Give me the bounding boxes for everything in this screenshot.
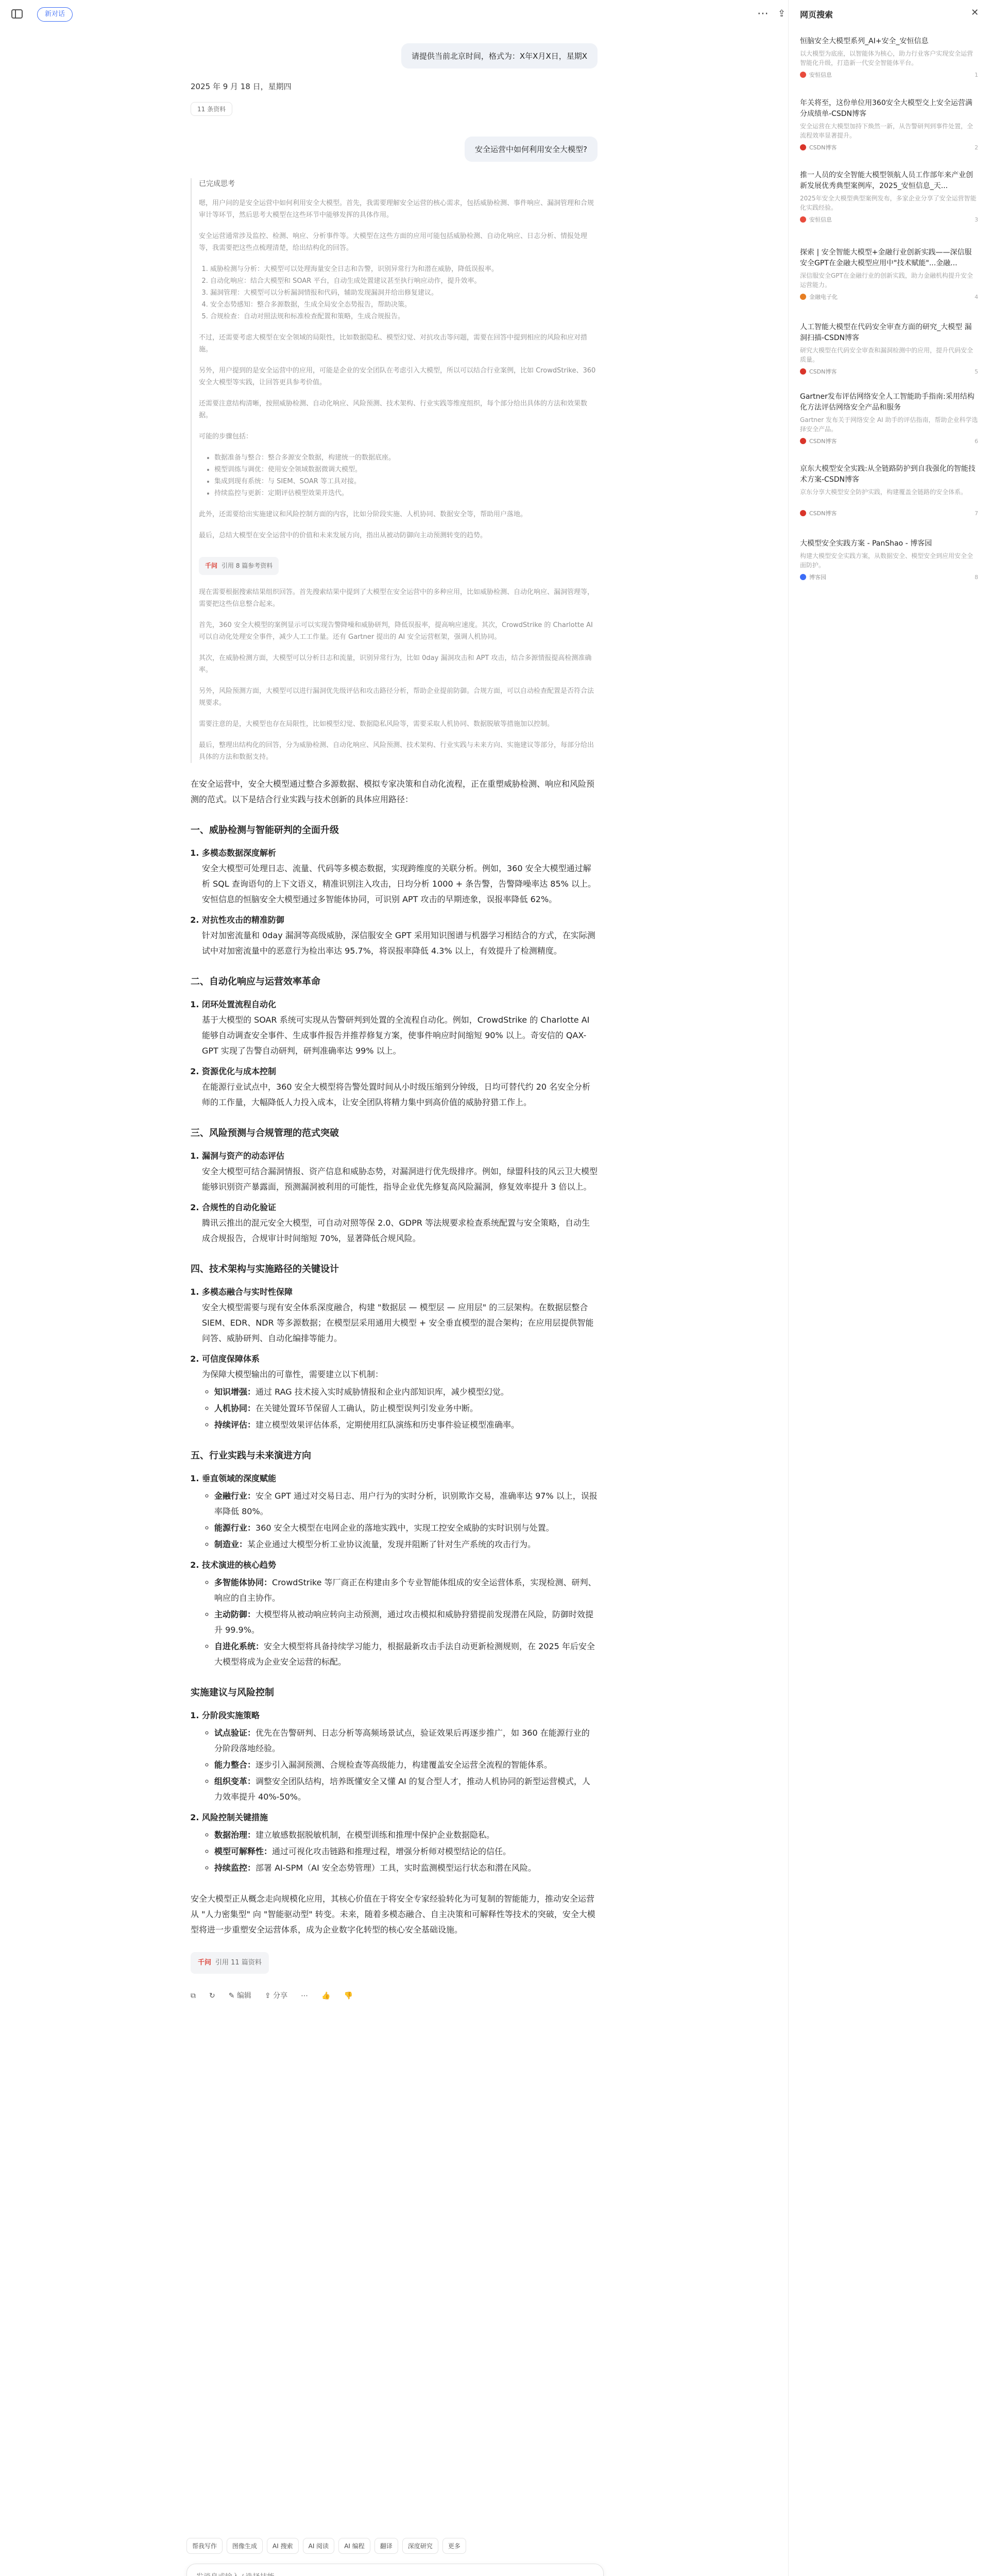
- answer-intro: 在安全运营中，安全大模型通过整合多源数据、模拟专家决策和自动化流程，正在重塑威胁检测、响应和风险预测的范式。以下是结合行业实践与技术创新的具体应用路径：: [191, 779, 595, 804]
- reference-chip[interactable]: [199, 557, 279, 575]
- chat-column: [191, 29, 598, 2004]
- subsection-title: 闭环处置流程自动化: [202, 999, 277, 1009]
- source-favicon-icon: [800, 294, 806, 300]
- search-result[interactable]: [800, 392, 978, 445]
- result-source: [800, 509, 978, 517]
- subsection-body: 在能源行业试点中，360 安全大模型将告警处置时间从小时级压缩到分钟级，日均可替代约 20 名安全分析师的工作量，大幅降低人力投入成本，让安全团队将精力集中到高价值的威胁狩猎工作上。: [202, 1082, 591, 1107]
- source-name: 博客园: [809, 574, 826, 581]
- thinking-paragraph: 安全运营通常涉及监控、检测、响应、分析事件等。大模型在这些方面的应用可能包括威胁检测、自动化响应、日志分析、情报处理等，我需要把这些点梳理清楚，给出结构化的回答。: [199, 232, 588, 252]
- subsection-title: 技术演进的核心趋势: [202, 1560, 277, 1570]
- section-heading: 三、风险预测与合规管理的范式突破: [191, 1128, 339, 1139]
- search-result[interactable]: [800, 170, 978, 224]
- thinking-bullet: • 模型训练与调优：使用安全领域数据微调大模型。: [214, 464, 598, 476]
- thinking-bullet: • 集成到现有系统：与 SIEM、SOAR 等工具对接。: [214, 476, 598, 487]
- section-list: [202, 1708, 598, 1876]
- thinking-list-item: 1. 威胁检测与分析：大模型可以处理海量安全日志和告警，识别异常行为和潜在威胁，降低误报率。: [210, 263, 598, 275]
- bullet-value: 360 安全大模型在电网企业的落地实践中，实现工控安全威胁的实时识别与处置。: [255, 1523, 554, 1533]
- bullet-value: 逐步引入漏洞预测、合规检查等高级能力，构建覆盖安全运营全流程的智能体系。: [255, 1760, 553, 1770]
- bullet-value: 建立模型效果评估体系，定期使用红队演练和历史事件验证模型准确率。: [255, 1420, 520, 1430]
- result-index: 7: [975, 510, 978, 517]
- section-list: [202, 1284, 598, 1433]
- bullet-item: [214, 1757, 598, 1773]
- bullet-item: [214, 1401, 598, 1416]
- search-result[interactable]: [800, 247, 978, 301]
- source-favicon-icon: [800, 574, 806, 580]
- section-list: [202, 1471, 598, 1670]
- result-index: 3: [975, 216, 978, 223]
- thinking-list-item: 4. 安全态势感知：整合多源数据，生成全局安全态势报告，帮助决策。: [210, 299, 598, 311]
- sources-tag[interactable]: 11 条资料: [191, 102, 232, 116]
- bullet-item: [214, 1537, 598, 1552]
- result-source: [800, 143, 978, 151]
- result-title[interactable]: Gartner发布评估网络安全人工智能助手指南:采用结构化方法评估网络安全产品和服务: [800, 393, 975, 412]
- bullet-value: 大模型将从被动响应转向主动预测，通过攻击模拟和威胁狩猎提前发现潜在风险，防御时效提升 99.9%。: [214, 1609, 594, 1635]
- thinking-list: [210, 263, 598, 323]
- result-title[interactable]: 年关将至，这份单位用360安全大模型交上安全运营满分成绩单-CSDN博客: [800, 99, 973, 118]
- source-name: CSDN博客: [809, 368, 837, 375]
- subsection-body: 腾讯云推出的混元安全大模型，可自动对照等保 2.0、GDPR 等法规要求检查系统配置与安全策略，自动生成合规报告，合规审计时间缩短 70%，显著降低合规风险。: [202, 1218, 590, 1243]
- subsection: [202, 997, 598, 1059]
- subsection: [202, 912, 598, 959]
- result-title[interactable]: 恒脑安全大模型系列_AI+安全_安恒信息: [800, 37, 929, 45]
- thinking-panel: [191, 178, 598, 763]
- bullet-item: [214, 1639, 598, 1670]
- thinking-list-item: 2. 自动化响应：结合大模型和 SOAR 平台，自动生成处置建议甚至执行响应动作，提升效率。: [210, 275, 598, 287]
- source-favicon-icon: [800, 144, 806, 150]
- thinking-paragraph: 嗯，用户问的是安全运营中如何利用安全大模型。首先，我需要理解安全运营的核心需求，包括威胁检测、事件响应、漏洞管理和合规审计等环节，然后思考大模型在这些环节中能够发挥的具体作用。: [199, 199, 594, 219]
- bullet-key: 制造业：: [214, 1539, 248, 1549]
- skill-chip[interactable]: 翻译: [374, 2538, 398, 2554]
- bullet-item: [214, 1520, 598, 1536]
- thinking-list-item: 5. 合规检查：自动对照法规和标准检查配置和策略，生成合规报告。: [210, 311, 598, 323]
- result-source: [800, 71, 978, 79]
- result-snippet: 2025年安全大模型典型案例发布，多家企业分享了安全运营智能化实践经验。: [800, 195, 977, 211]
- bullet-item: [214, 1860, 598, 1876]
- thinking-paragraph: 其次，在威胁检测方面，大模型可以分析日志和流量，识别异常行为，比如 0day 漏洞攻击和 APT 攻击，结合多源情报提高检测准确率。: [199, 654, 592, 674]
- assistant-answer: [191, 776, 598, 2004]
- bullet-value: 通过 RAG 技术接入实时威胁情报和企业内部知识库，减少模型幻觉。: [255, 1387, 509, 1397]
- user-message: 安全运营中如何利用安全大模型?: [465, 137, 598, 162]
- section-list: [202, 1148, 598, 1246]
- skill-chip[interactable]: AI 阅读: [303, 2538, 335, 2554]
- source-name: CSDN博客: [809, 144, 837, 151]
- thumbs-down-icon[interactable]: 👎: [344, 1992, 353, 2000]
- subsection-title: 分阶段实施策略: [202, 1710, 260, 1720]
- source-favicon-icon: [800, 216, 806, 223]
- bullet-item: [214, 1725, 598, 1756]
- message-actions: [191, 1988, 598, 2004]
- quick-skills-bar: [186, 2538, 604, 2554]
- result-title[interactable]: 京东大模型安全实践:从全链路防护到自我强化的智能技术方案-CSDN博客: [800, 465, 976, 484]
- bullet-key: 组织变革：: [214, 1776, 256, 1786]
- subsection: [202, 1284, 598, 1346]
- skill-chip[interactable]: 图像生成: [227, 2538, 263, 2554]
- search-result[interactable]: [800, 538, 978, 581]
- subsection-body: 为保障大模型输出的可靠性，需要建立以下机制：: [202, 1369, 384, 1379]
- subsection-body: 针对加密流量和 0day 漏洞等高级威胁，深信服安全 GPT 采用知识图谱与机器学习相结合的方式，在实际测试中对加密流量中的恶意行为检出率达 95.7%，将误报率降低 4.3% 以上，有效提升了检测精度。: [202, 930, 595, 956]
- result-index: 1: [975, 71, 978, 78]
- source-name: 安恒信息: [809, 72, 832, 78]
- subsection-body: 安全大模型需要与现有安全体系深度融合，构建 "数据层 — 模型层 — 应用层" 的三层架构。在数据层整合 SIEM、EDR、NDR 等多源数据；在模型层采用通用大模型 + 安全垂直模型的混合架构；在应用层提供智能问答、威胁研判、自动化编排等能力。: [202, 1302, 594, 1343]
- result-snippet: 以大模型为底座，以智能体为核心，助力行业客户实现安全运营智能化升级，打造新一代安全智能体平台。: [800, 50, 974, 66]
- thinking-paragraph: 首先，360 安全大模型的案例显示可以实现告警降噪和威胁研判，降低误报率，提高响应速度。其次，CrowdStrike 的 Charlotte AI 可以自动化处理安全事件，减少人工工作量。还有 Gartner 提出的 AI 安全运营框架，强调人机协同。: [199, 621, 593, 641]
- edit-label: 编辑: [236, 1992, 251, 2000]
- thinking-header[interactable]: 已完成思考: [199, 180, 235, 188]
- copy-icon[interactable]: ⧉: [191, 1992, 196, 2000]
- section-heading: 五、行业实践与未来演进方向: [191, 1450, 311, 1461]
- bullet-key: 试点验证：: [214, 1728, 256, 1738]
- message-input[interactable]: [196, 2572, 588, 2576]
- reference-label: 引用 8 篇参考资料: [221, 562, 273, 569]
- result-title[interactable]: 探索 | 安全智能大模型+金融行业创新实践——深信服安全GPT在金融大模型应用中"技术赋能"...金融...: [800, 248, 972, 267]
- thinking-paragraph: 现在需要根据搜索结果组织回答。首先搜索结果中提到了大模型在安全运营中的多种应用，比如威胁检测、自动化响应、漏洞管理等，需要把这些信息整合起来。: [199, 588, 594, 608]
- section-list: [202, 845, 598, 959]
- bullet-item: [214, 1384, 598, 1400]
- result-source: [800, 573, 978, 581]
- thinking-bullet: • 持续监控与更新：定期评估模型效果并迭代。: [214, 487, 598, 499]
- bullet-value: 部署 AI-SPM（AI 安全态势管理）工具，实时监测模型运行状态和潜在风险。: [255, 1863, 536, 1873]
- subsection: [202, 1810, 598, 1876]
- source-name: 金融电子化: [809, 294, 838, 300]
- bullet-key: 持续评估：: [214, 1420, 256, 1430]
- bullet-list: [214, 1575, 598, 1670]
- thinking-paragraph: 最后，整理出结构化的回答，分为威胁检测、自动化响应、风险预测、技术架构、行业实践与未来方向、实施建议等部分，每部分给出具体的方法和数据支持。: [199, 741, 594, 761]
- thinking-paragraph: 另外，用户提到的是安全运营中的应用，可能是企业的安全团队在考虑引入大模型，所以可以结合行业案例，比如 CrowdStrike、360 安全大模型等实践，让回答更具参考价值。: [199, 367, 596, 386]
- thinking-paragraph: 最后，总结大模型在安全运营中的价值和未来发展方向，指出从被动防御向主动预测转变的趋势。: [199, 532, 487, 539]
- subsection: [202, 1471, 598, 1552]
- bullet-key: 能源行业：: [214, 1523, 256, 1533]
- subsection-title: 风险控制关键措施: [202, 1812, 268, 1822]
- share-label: 分享: [273, 1992, 288, 2000]
- subsection-body: 基于大模型的 SOAR 系统可实现从告警研判到处置的全流程自动化。例如，CrowdStrike 的 Charlotte AI 能够自动调查安全事件、生成事件报告并推荐修复方案，使事件响应时间缩短 90% 以上。奇安信的 QAX-GPT 实现了告警自动研判，研判准确率达 99% 以上。: [202, 1015, 590, 1056]
- skill-chip[interactable]: 更多: [442, 2538, 466, 2554]
- skill-chip[interactable]: 帮我写作: [186, 2538, 223, 2554]
- thinking-paragraph: 可能的步骤包括：: [199, 433, 253, 440]
- close-icon[interactable]: ✕: [971, 7, 979, 18]
- bullet-list: [214, 1384, 598, 1433]
- result-snippet: 安全运营在大模型加持下焕然一新，从告警研判到事件处置，全流程效率显著提升。: [800, 123, 974, 139]
- bullet-key: 多智能体协同：: [214, 1578, 272, 1587]
- bullet-list: [214, 1827, 598, 1876]
- result-title[interactable]: 人工智能大模型在代码安全审查方面的研究_大模型 漏洞扫描-CSDN博客: [800, 323, 972, 342]
- bullet-key: 知识增强：: [214, 1387, 256, 1397]
- reference-chip[interactable]: [191, 1952, 269, 1974]
- reference-label: 引用 11 篇资料: [215, 1959, 262, 1967]
- thinking-paragraph: 此外，还需要给出实施建议和风险控制方面的内容，比如分阶段实施、人机协同、数据安全等，帮助用户落地。: [199, 511, 527, 518]
- result-source: [800, 215, 978, 224]
- result-title[interactable]: 大模型安全实践方案 - PanShao - 博客园: [800, 539, 932, 548]
- brand-logo: 千问: [205, 562, 218, 569]
- bullet-value: 某企业通过大模型分析工业协议流量，发现并阻断了针对生产系统的攻击行为。: [247, 1539, 536, 1549]
- thinking-list-item: 3. 漏洞管理：大模型可以分析漏洞情报和代码，辅助发现漏洞并给出修复建议。: [210, 287, 598, 299]
- bullet-list: [214, 1488, 598, 1552]
- subsection: [202, 1148, 598, 1195]
- bullet-value: 通过可视化攻击链路和推理过程，增强分析师对模型结论的信任。: [272, 1846, 511, 1856]
- thinking-bullets: [214, 452, 598, 499]
- source-name: CSDN博客: [809, 438, 837, 445]
- subsection-title: 资源优化与成本控制: [202, 1066, 277, 1076]
- bullet-item: [214, 1607, 598, 1638]
- bullet-key: 主动防御：: [214, 1609, 256, 1619]
- thinking-paragraph: 不过，还需要考虑大模型在安全领域的局限性，比如数据隐私、模型幻觉、对抗攻击等问题，需要在回答中提到相应的风险和应对措施。: [199, 334, 588, 353]
- result-index: 6: [975, 437, 978, 445]
- sidebar-toggle-icon[interactable]: [11, 9, 23, 19]
- subsection-body: 安全大模型可处理日志、流量、代码等多模态数据，实现跨维度的关联分析。例如，360 安全大模型通过解析 SQL 查询语句的上下文语义，精准识别注入攻击，日均分析 1000 + 条告警，告警降噪率达 85% 以上。安恒信息的恒脑安全大模型通过多智能体协同，可识别 APT 攻击的早期迹象，误报率降低 62%。: [202, 863, 596, 904]
- bullet-key: 数据治理：: [214, 1830, 256, 1840]
- search-result[interactable]: [800, 98, 978, 151]
- source-favicon-icon: [800, 72, 806, 78]
- result-snippet: 深信服安全GPT在金融行业的创新实践，助力金融机构提升安全运营能力。: [800, 272, 973, 289]
- section-heading: 二、自动化响应与运营效率革命: [191, 976, 320, 987]
- web-search-panel: [788, 0, 989, 2576]
- more-options-icon[interactable]: ⋯: [757, 7, 770, 20]
- subsection-title: 垂直领域的深度赋能: [202, 1473, 277, 1483]
- result-snippet: 研究大模型在代码安全审查和漏洞检测中的应用，提升代码安全质量。: [800, 347, 974, 363]
- top-bar: [0, 0, 788, 29]
- subsection: [202, 1708, 598, 1805]
- bullet-item: [214, 1844, 598, 1859]
- section-heading: 一、威胁检测与智能研判的全面升级: [191, 825, 339, 836]
- share-button[interactable]: ⇪ 分享: [264, 1992, 288, 2000]
- subsection-title: 合规性的自动化验证: [202, 1202, 277, 1212]
- skill-chip[interactable]: AI 搜索: [267, 2538, 299, 2554]
- bullet-key: 模型可解释性：: [214, 1846, 272, 1856]
- message-composer: [186, 2564, 604, 2576]
- bullet-key: 人机协同：: [214, 1403, 256, 1413]
- more-icon[interactable]: ⋯: [301, 1992, 309, 2000]
- subsection-body: 安全大模型可结合漏洞情报、资产信息和威胁态势，对漏洞进行优先级排序。例如，绿盟科技的风云卫大模型能够识别资产暴露面，预测漏洞被利用的可能性，指导企业优先修复高风险漏洞，修复效率提升 3 倍以上。: [202, 1166, 598, 1192]
- thinking-bullet: • 数据准备与整合：整合多源安全数据，构建统一的数据底座。: [214, 452, 598, 464]
- bullet-item: [214, 1575, 598, 1606]
- bullet-key: 自进化系统：: [214, 1641, 264, 1651]
- bullet-value: CrowdStrike 等厂商正在构建由多个专业智能体组成的安全运营体系，实现检测、研判、响应的自主协作。: [214, 1578, 596, 1603]
- subsection: [202, 1351, 598, 1433]
- assistant-date-answer: 2025 年 9 月 18 日，星期四: [191, 82, 292, 91]
- bullet-value: 安全 GPT 通过对交易日志、用户行为的实时分析，识别欺诈交易，准确率达 97% 以上，误报率降低 80%。: [214, 1491, 598, 1516]
- thinking-paragraph: 另外，风险预测方面，大模型可以进行漏洞优先级评估和攻击路径分析，帮助企业提前防御。合规方面，可以自动检查配置是否符合法规要求。: [199, 687, 594, 707]
- new-chat-button[interactable]: 新对话: [37, 7, 73, 22]
- share-icon[interactable]: ⇪: [778, 8, 786, 19]
- result-index: 2: [975, 144, 978, 151]
- panel-title: 网页搜索: [800, 10, 833, 20]
- user-message: 请提供当前北京时间，格式为：X年X月X日，星期X: [401, 43, 598, 69]
- bullet-value: 在关键处置环节保留人工确认，防止模型误判引发业务中断。: [255, 1403, 479, 1413]
- subsection: [202, 1200, 598, 1246]
- subsection: [202, 1557, 598, 1670]
- subsection: [202, 1064, 598, 1110]
- source-favicon-icon: [800, 510, 806, 516]
- bullet-value: 建立敏感数据脱敏机制，在模型训练和推理中保护企业数据隐私。: [255, 1830, 495, 1840]
- bullet-key: 持续监控：: [214, 1863, 256, 1873]
- section-list: [202, 997, 598, 1110]
- result-index: 4: [975, 293, 978, 300]
- thinking-paragraph: 需要注意的是，大模型也存在局限性，比如模型幻觉、数据隐私风险等，需要采取人机协同、数据脱敏等措施加以控制。: [199, 720, 554, 728]
- result-snippet: 京东分享大模型安全防护实践，构建覆盖全链路的安全体系。: [800, 488, 967, 496]
- result-source: [800, 367, 978, 376]
- bullet-item: [214, 1774, 598, 1805]
- subsection-title: 可信度保障体系: [202, 1354, 260, 1364]
- source-name: CSDN博客: [809, 510, 837, 517]
- bullet-list: [214, 1725, 598, 1805]
- source-favicon-icon: [800, 368, 806, 375]
- skill-chip[interactable]: 深度研究: [402, 2538, 438, 2554]
- subsection-title: 漏洞与资产的动态评估: [202, 1151, 285, 1161]
- search-result[interactable]: [800, 36, 978, 79]
- result-source: [800, 293, 978, 301]
- subsection-title: 多模态融合与实时性保障: [202, 1287, 293, 1297]
- subsection: [202, 845, 598, 907]
- edit-button[interactable]: ✎ 编辑: [228, 1992, 251, 2000]
- bullet-value: 安全大模型将具备持续学习能力，根据最新攻击手法自动更新检测规则，在 2025 年后安全大模型将成为企业安全运营的标配。: [214, 1641, 595, 1667]
- bullet-item: [214, 1488, 598, 1519]
- search-result[interactable]: [800, 464, 978, 517]
- result-title[interactable]: 推一人员的安全智能大模型领航人员工作部年来产业创新发展优秀典型案例库，2025_安恒信息_天...: [800, 171, 973, 190]
- bullet-item: [214, 1417, 598, 1433]
- section-heading: 实施建议与风险控制: [191, 1687, 274, 1698]
- answer-closing: 安全大模型正从概念走向规模化应用，其核心价值在于将安全专家经验转化为可复制的智能能力，推动安全运营从 "人力密集型" 向 "智能驱动型" 转变。未来，随着多模态融合、自主决策和可解释性等技术的突破，安全大模型将进一步重塑安全运营体系，成为企业数字化转型的核心安全基础设施。: [191, 1894, 595, 1935]
- result-index: 8: [975, 573, 978, 581]
- regenerate-icon[interactable]: ↻: [209, 1992, 215, 2000]
- search-result[interactable]: [800, 322, 978, 376]
- section-heading: 四、技术架构与实施路径的关键设计: [191, 1264, 339, 1275]
- bullet-key: 能力整合：: [214, 1760, 256, 1770]
- subsection-title: 多模态数据深度解析: [202, 848, 277, 858]
- result-snippet: 构建大模型安全实践方案，从数据安全、模型安全到应用安全全面防护。: [800, 552, 974, 569]
- thumbs-up-icon[interactable]: 👍: [321, 1992, 331, 2000]
- source-name: 安恒信息: [809, 216, 832, 223]
- source-favicon-icon: [800, 438, 806, 444]
- thinking-paragraph: 还需要注意结构清晰，按照威胁检测、自动化响应、风险预测、技术架构、行业实践等维度组织，每个部分给出具体的方法和效果数据。: [199, 400, 588, 419]
- bullet-key: 金融行业：: [214, 1491, 256, 1501]
- result-snippet: Gartner 发布关于网络安全 AI 助手的评估指南，帮助企业科学选择安全产品。: [800, 416, 978, 433]
- skill-chip[interactable]: AI 编程: [338, 2538, 370, 2554]
- result-index: 5: [975, 368, 978, 375]
- subsection-title: 对抗性攻击的精准防御: [202, 915, 285, 925]
- brand-logo: 千问: [198, 1959, 212, 1967]
- bullet-value: 优先在告警研判、日志分析等高频场景试点，验证效果后再逐步推广，如 360 在能源行业的分阶段落地经验。: [214, 1728, 590, 1753]
- bullet-item: [214, 1827, 598, 1843]
- result-source: [800, 437, 978, 445]
- bullet-value: 调整安全团队结构，培养既懂安全又懂 AI 的复合型人才，推动人机协同的新型运营模式，人力效率提升 40%-50%。: [214, 1776, 590, 1802]
